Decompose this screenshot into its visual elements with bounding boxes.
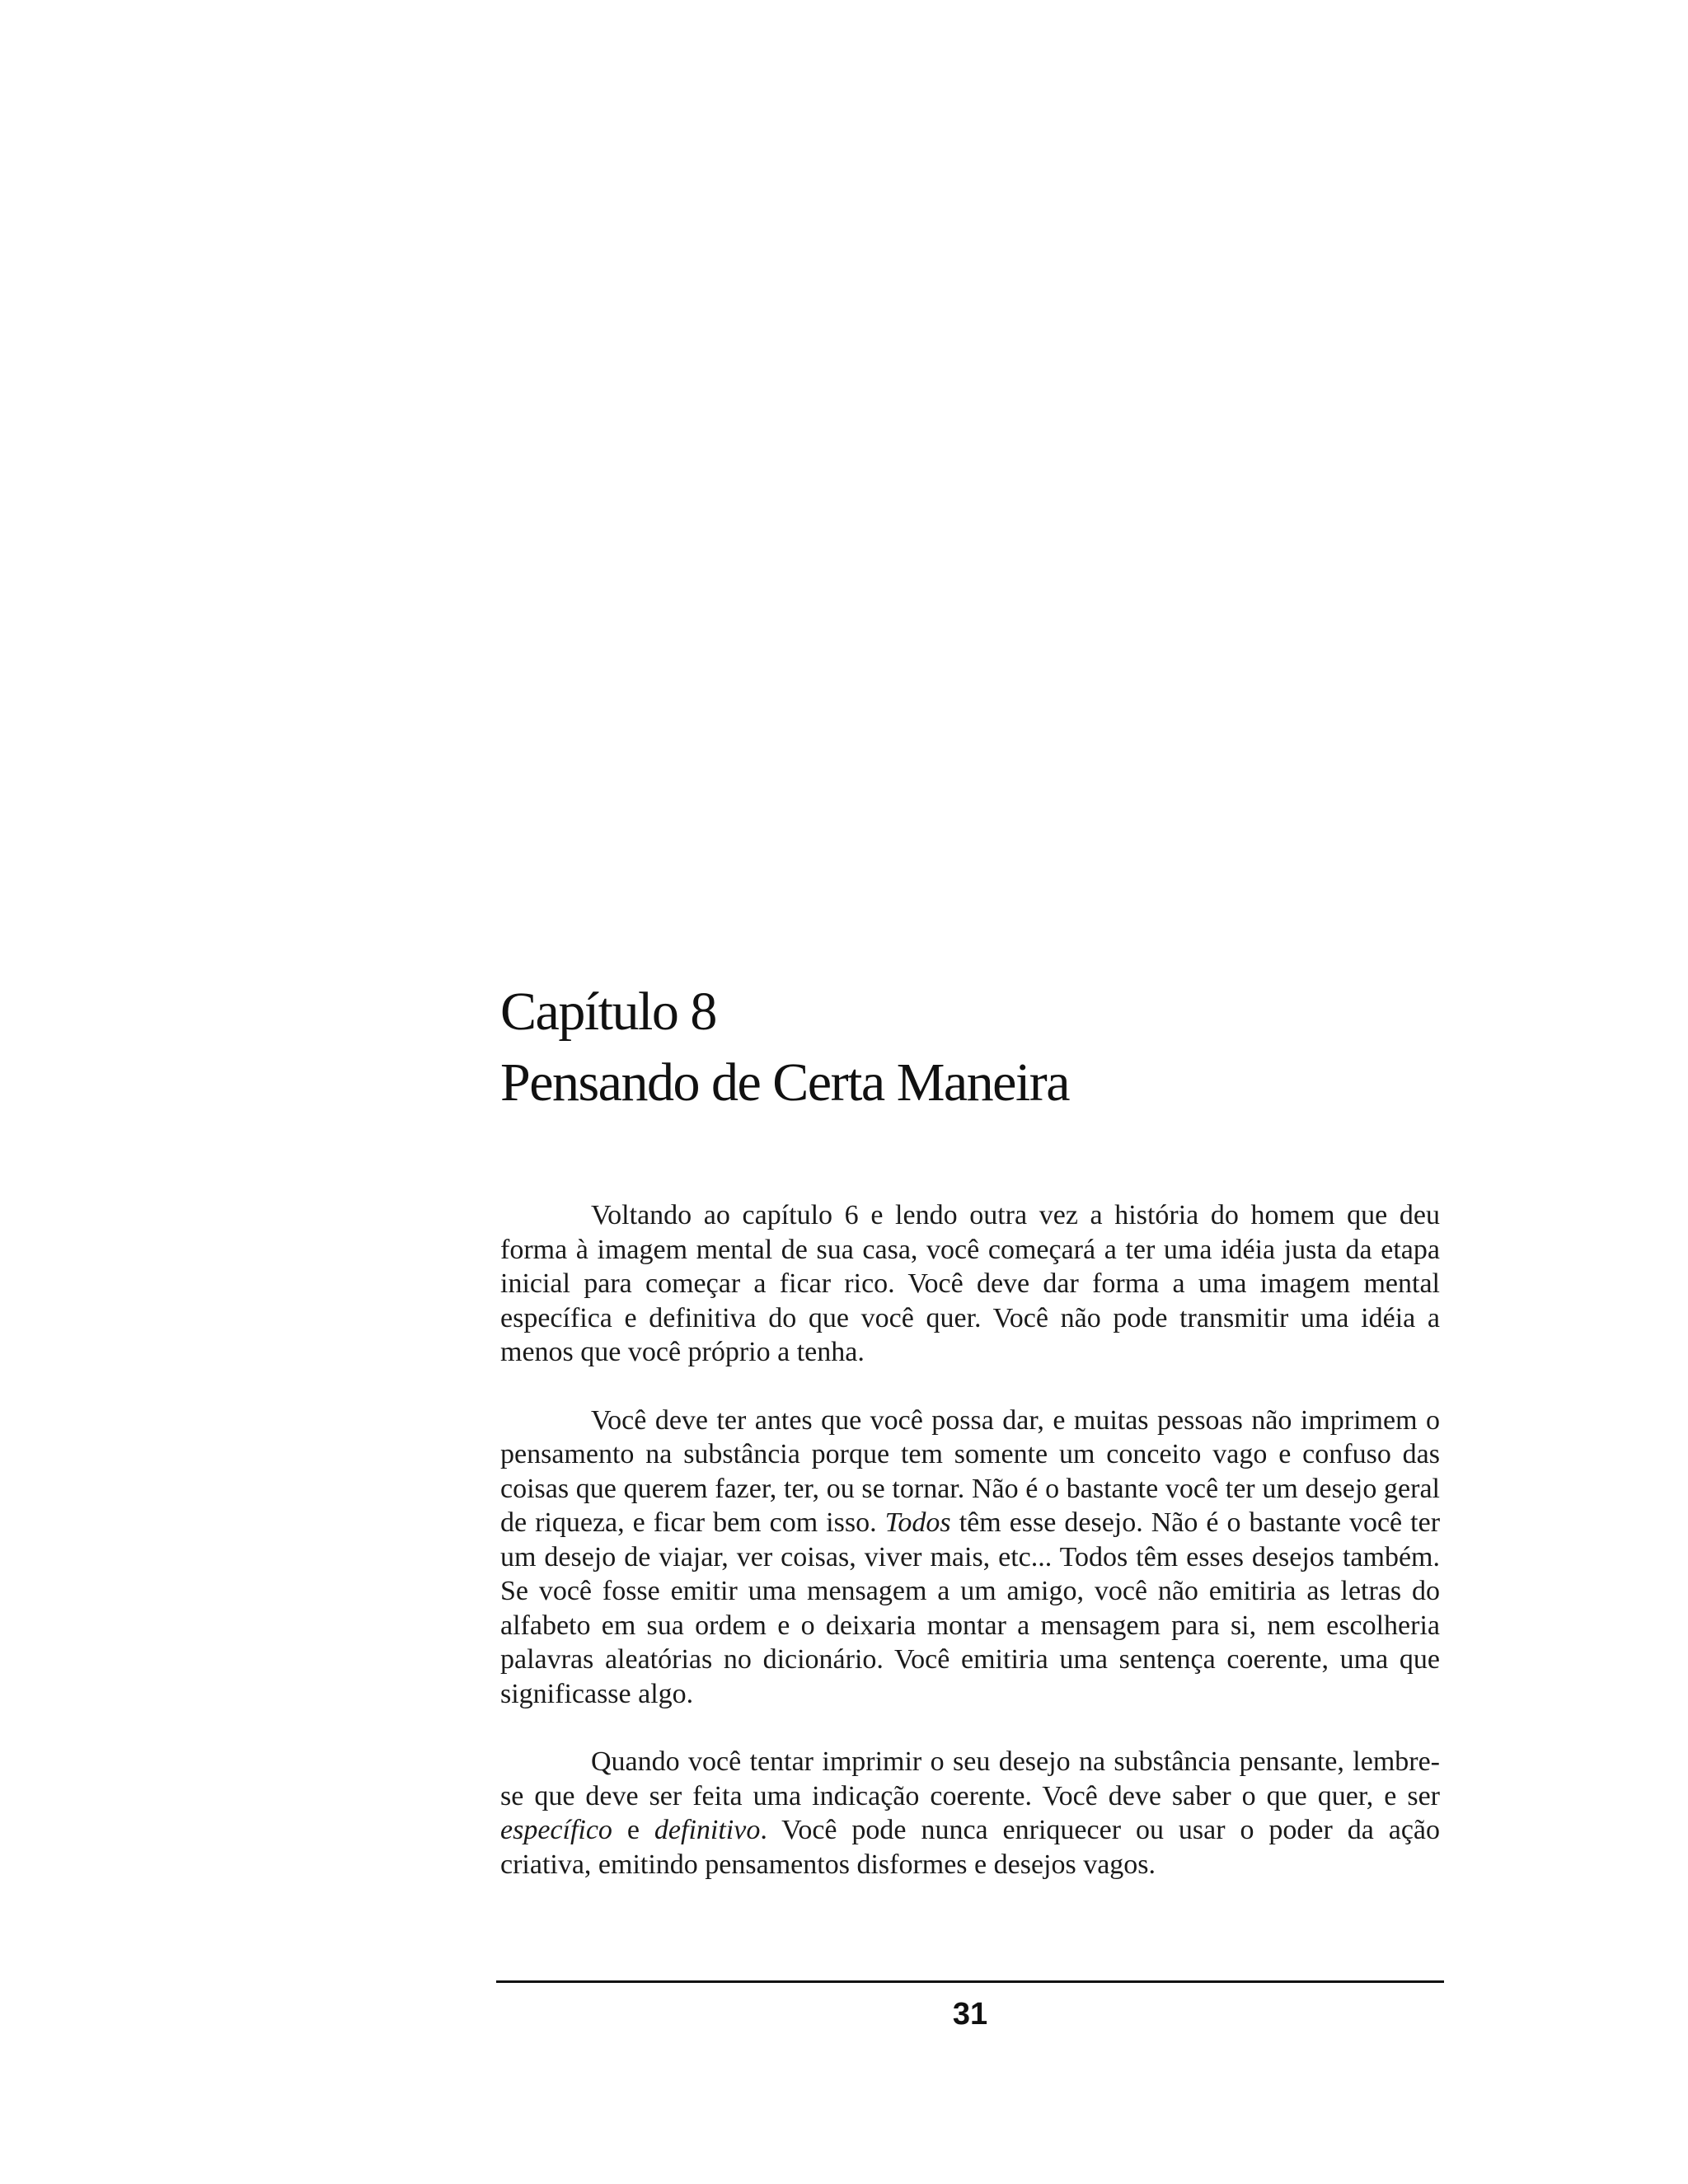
paragraph-3 <box>500 1745 1440 1882</box>
chapter-body <box>500 1198 1440 1915</box>
paragraph-3-emphasis-1: específico <box>500 1815 612 1845</box>
paragraph-3-conjunction: e <box>626 1815 640 1845</box>
paragraph-3-text-a: Quando você tentar imprimir o seu desejo na substância pensante, lembre-se que deve ser feita uma indicação coerente. Você deve saber o que quer, e ser <box>500 1746 1440 1811</box>
page-number: 31 <box>952 1997 988 2032</box>
paragraph-1-text: Voltando ao capítulo 6 e lendo outra vez a história do homem que deu forma à imagem mental de sua casa, você começará a ter uma idéia justa da etapa inicial para começar a ficar rico. Você deve dar forma a uma imagem mental específica e definitiva do que você quer. Você não pode transmitir uma idéia a menos que você próprio a tenha. <box>500 1200 1440 1367</box>
chapter-number: Capítulo 8 <box>500 982 716 1042</box>
paragraph-1 <box>500 1198 1440 1370</box>
paragraph-2-text-b: têm esse desejo. Não é o bastante você ter um desejo de viajar, ver coisas, viver mais, etc... Todos têm esses desejos também. Se você fosse emitir uma mensagem a um amigo, você não emitiria as letras do alfabeto em sua ordem e o deixaria montar a mensagem para si, nem escolheria palavras aleatórias no dicionário. Você emitiria uma sentença coerente, uma que significasse algo. <box>500 1507 1441 1709</box>
paragraph-2 <box>500 1404 1440 1712</box>
chapter-title: Pensando de Certa Maneira <box>500 1052 1070 1113</box>
paragraph-3-emphasis-2: definitivo <box>654 1815 761 1845</box>
paragraph-3-text-b: . Você pode nunca enriquecer ou usar o poder da ação criativa, emitindo pensamentos disformes e desejos vagos. <box>500 1815 1441 1880</box>
paragraph-2-emphasis: Todos <box>884 1507 951 1538</box>
paragraph-2-text-a: Você deve ter antes que você possa dar, e muitas pessoas não imprimem o pensamento na substância porque tem somente um conceito vago e confuso das coisas que querem fazer, ter, ou se tornar. Não é o bastante você ter um desejo geral de riqueza, e ficar bem com isso. <box>500 1404 1440 1538</box>
chapter-heading <box>500 977 1448 1118</box>
footer-rule <box>496 1980 1444 1983</box>
